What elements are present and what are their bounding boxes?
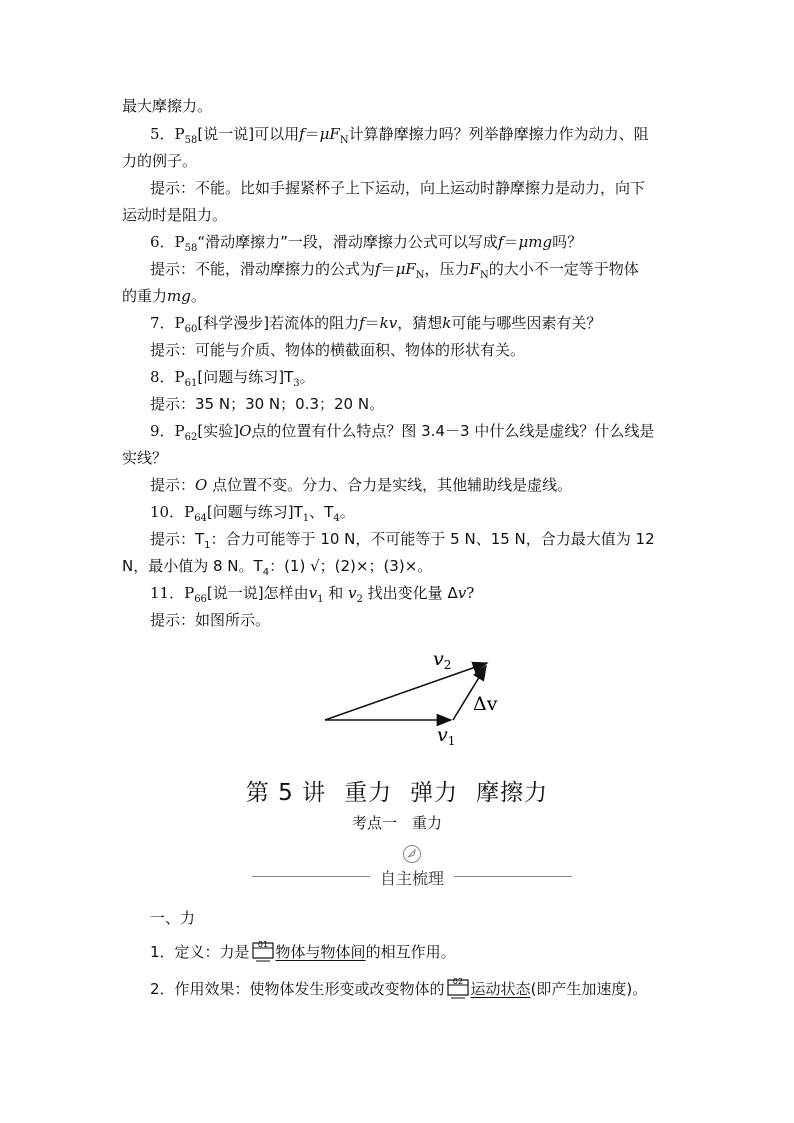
svg-text:01: 01: [257, 940, 268, 949]
question-10: 10．$P_{64}$[问题与练习]$T_1$、$T_4$。: [150, 503, 355, 524]
answer-10-cont: N，最小值为 8 N。$T_4$：(1) √；(2)×；(3)×。: [122, 557, 433, 578]
question-9-cont: 实线？: [122, 449, 168, 467]
divider-right: [454, 876, 572, 877]
answer-5-cont: 运动时是阻力。: [122, 206, 228, 224]
page-title: 第 5 讲 重力 弹力 摩擦力: [245, 780, 549, 806]
rocket-icon: [402, 844, 422, 864]
text-line: 最大摩擦力。: [122, 97, 213, 115]
question-5: 5．$P_{58}$[说一说]可以用$f=\mu F_N$计算静摩擦力吗？列举静摩擦力作为动力、阻: [150, 125, 649, 146]
question-11: 11．$P_{66}$[说一说]怎样由$v_1$ 和 $v_2$ 找出变化量 Δv?: [150, 584, 475, 605]
answer-11: 提示：如图所示。: [150, 611, 271, 629]
question-7: 7．$P_{60}$[科学漫步]若流体的阻力f＝kv，猜想k可能与哪些因素有关？: [150, 314, 602, 335]
answer-6-cont: 的重力mg。: [122, 287, 206, 305]
answer-6: 提示：不能，滑动摩擦力的公式为$f=\mu F_N$，压力$F_N$的大小不一定等于物体: [150, 260, 639, 281]
question-5-cont: 力的例子。: [122, 152, 198, 170]
answer-8: 提示：35 N；30 N；0.3；20 N。: [150, 395, 385, 413]
question-8: 8．$P_{61}$[问题与练习]$T_3$。: [150, 368, 315, 389]
heading-force: 一、力: [150, 909, 196, 927]
delta-v-label: Δv: [473, 693, 498, 715]
answer-9: 提示：O 点位置不变。分力、合力是实线，其他辅助线是虚线。: [150, 476, 573, 494]
number-badge-02: [447, 975, 469, 999]
answer-10: 提示：$T_1$：合力可能等于 10 N，不可能等于 5 N、15 N，合力最大值为 12: [150, 530, 655, 551]
number-badge-01: [252, 938, 274, 962]
definition-2: 2．作用效果：使物体发生形变或改变物体的 02 运动状态(即产生加速度)。: [150, 977, 648, 998]
v2-arrow: [325, 663, 487, 720]
section-banner: [252, 840, 572, 896]
definition-1: 1．定义：力是 01 物体与物体间的相互作用。: [150, 940, 456, 961]
v2-label: $v_2$: [433, 648, 452, 672]
vector-diagram: [313, 635, 513, 763]
section-subtitle: 考点一 重力: [351, 814, 442, 832]
answer-7: 提示：可能与介质、物体的横截面积、物体的形状有关。: [150, 341, 526, 359]
answer-5: 提示：不能。比如手握紧杯子上下运动，向上运动时静摩擦力是动力，向下: [150, 179, 646, 197]
question-6: 6．$P_{58}“$滑动摩擦力”一段，滑动摩擦力公式可以写成f＝μmg吗？: [150, 233, 583, 254]
question-9: 9．$P_{62}$[实验]O点的位置有什么特点？图 3.4－3 中什么线是虚线？什么线是: [150, 422, 655, 443]
svg-text:02: 02: [452, 977, 463, 986]
banner-label: 自主梳理: [379, 869, 444, 888]
v1-label: $v_1$: [437, 724, 456, 748]
